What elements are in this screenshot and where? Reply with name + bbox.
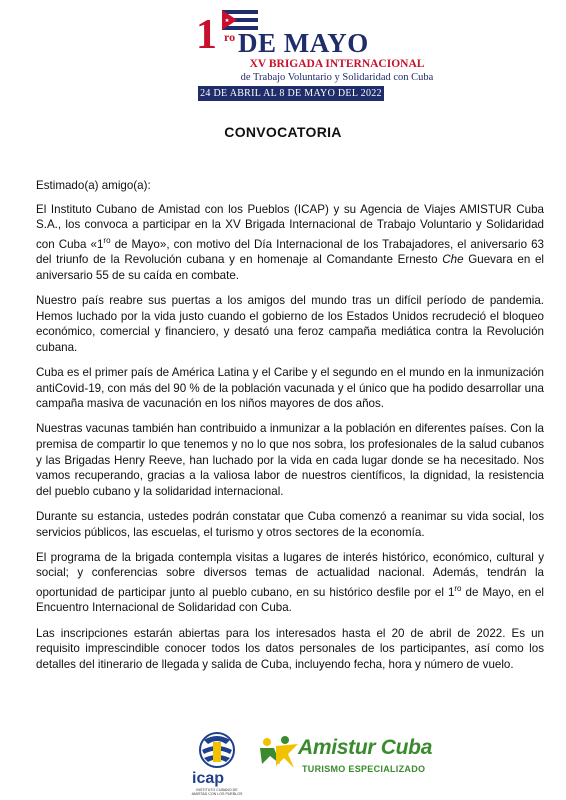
header-title: DE MAYO [238,28,369,58]
header-number-sup: ro [224,30,236,44]
header-subtitle: XV BRIGADA INTERNACIONAL [249,58,425,70]
footer-logos [0,724,566,800]
paragraph-5: Durante su estancia, ustedes podrán constatar que Cuba comenzó a reanimar su vida social, los servicios públicos, las escuelas, el turismo y otros sectores de la economía. [36,509,544,539]
icap-subtitle: INSTITUTO CUBANO DE AMISTAD CON LOS PUEBLOS [191,788,243,796]
paragraph-6-part-a: El programa de la brigada contempla visitas a lugares de interés histórico, económico, cultural y social; y conferencias sobre diversos temas de actualidad nacional. Además, tendrán la oportunidad de participar junto al pueblo cubano, en su histórico desfile por el 1 [36,550,544,599]
paragraph-6-sup: ro [454,583,462,593]
paragraph-6-part-b: de Mayo, en el Encuentro Internacional de Solidaridad con Cuba. [36,585,544,615]
paragraph-4: Nuestras vacunas también han contribuido a inmunizar a la población en diferentes países. Con la premisa de compartir lo que tenemos y no lo que nos sobra, los profesionales de la salud cubanos y las Brigadas Henry Reeve, han luchado por la vida en cada lugar donde se ha necesitado. Nos vamos recuperando, gracias a la valiosa labor de nuestros científicos, la dignidad, la resistencia del pueblo cubano y la solidaridad internacional. [36,422,544,498]
paragraph-1-italic: Che [442,253,464,267]
date-band: 24 DE ABRIL AL 8 DE MAYO DEL 2022 [198,86,384,101]
icap-wordmark: icap [192,770,225,787]
paragraph-6 [36,550,544,616]
paragraph-1-sup: ro [103,235,111,245]
header-number: 1 [196,12,217,58]
paragraph-1-part-c: Guevara en el aniversario 55 de su caída en combate. [36,253,545,282]
letter-body [36,178,544,682]
cuban-flag-icon [222,10,258,30]
paragraph-1-part-a: El Instituto Cubano de Amistad con los Pueblos (ICAP) y su Agencia de Viajes AMISTUR Cuba S.A., los convoca a participar en la XV Brigada Internacional de Trabajo Voluntario y Solidaridad con Cuba «1 [36,202,544,251]
greeting: Estimado(a) amigo(a): [36,179,151,192]
event-header [0,0,566,110]
paragraph-1-part-b: de Mayo», con motivo del Día Internacional de los Trabajadores, el aniversario 63 del triunfo de la Revolución cubana y en homenaje al Comandante Ernesto [36,237,545,267]
amistur-wordmark: Amistur Cuba [298,736,433,759]
header-tagline: de Trabajo Voluntario y Solidaridad con Cuba [240,72,434,83]
page-title: CONVOCATORIA [224,124,342,140]
paragraph-1 [36,202,544,284]
amistur-subtitle: TURISMO ESPECIALIZADO [302,764,426,774]
paragraph-7: Las inscripciones estarán abiertas para los interesados hasta el 20 de abril de 2022. Es un requisito imprescindible conocer todos los datos personales de los participantes, así como los detalles del itinerario de llegada y salida de Cuba, incluyendo fecha, hora y número de vuelo. [36,626,544,671]
paragraph-2: Nuestro país reabre sus puertas a los amigos del mundo tras un difícil período de pandemia. Hemos luchado por la vida justo cuando el gobierno de los Estados Unidos recrudeció el bloqueo económico, comercial y financiero, y desató una feroz campaña mediática contra la Revolución cubana. [36,294,544,354]
paragraph-3: Cuba es el primer país de América Latina y el Caribe y el segundo en el mundo en la inmunización antiCovid-19, con más del 90 % de la población vacunada y el único que ha podido desarrollar una campaña masiva de vacunación en los niños mayores de dos años. [36,365,544,411]
amistur-figures-icon [258,734,302,770]
